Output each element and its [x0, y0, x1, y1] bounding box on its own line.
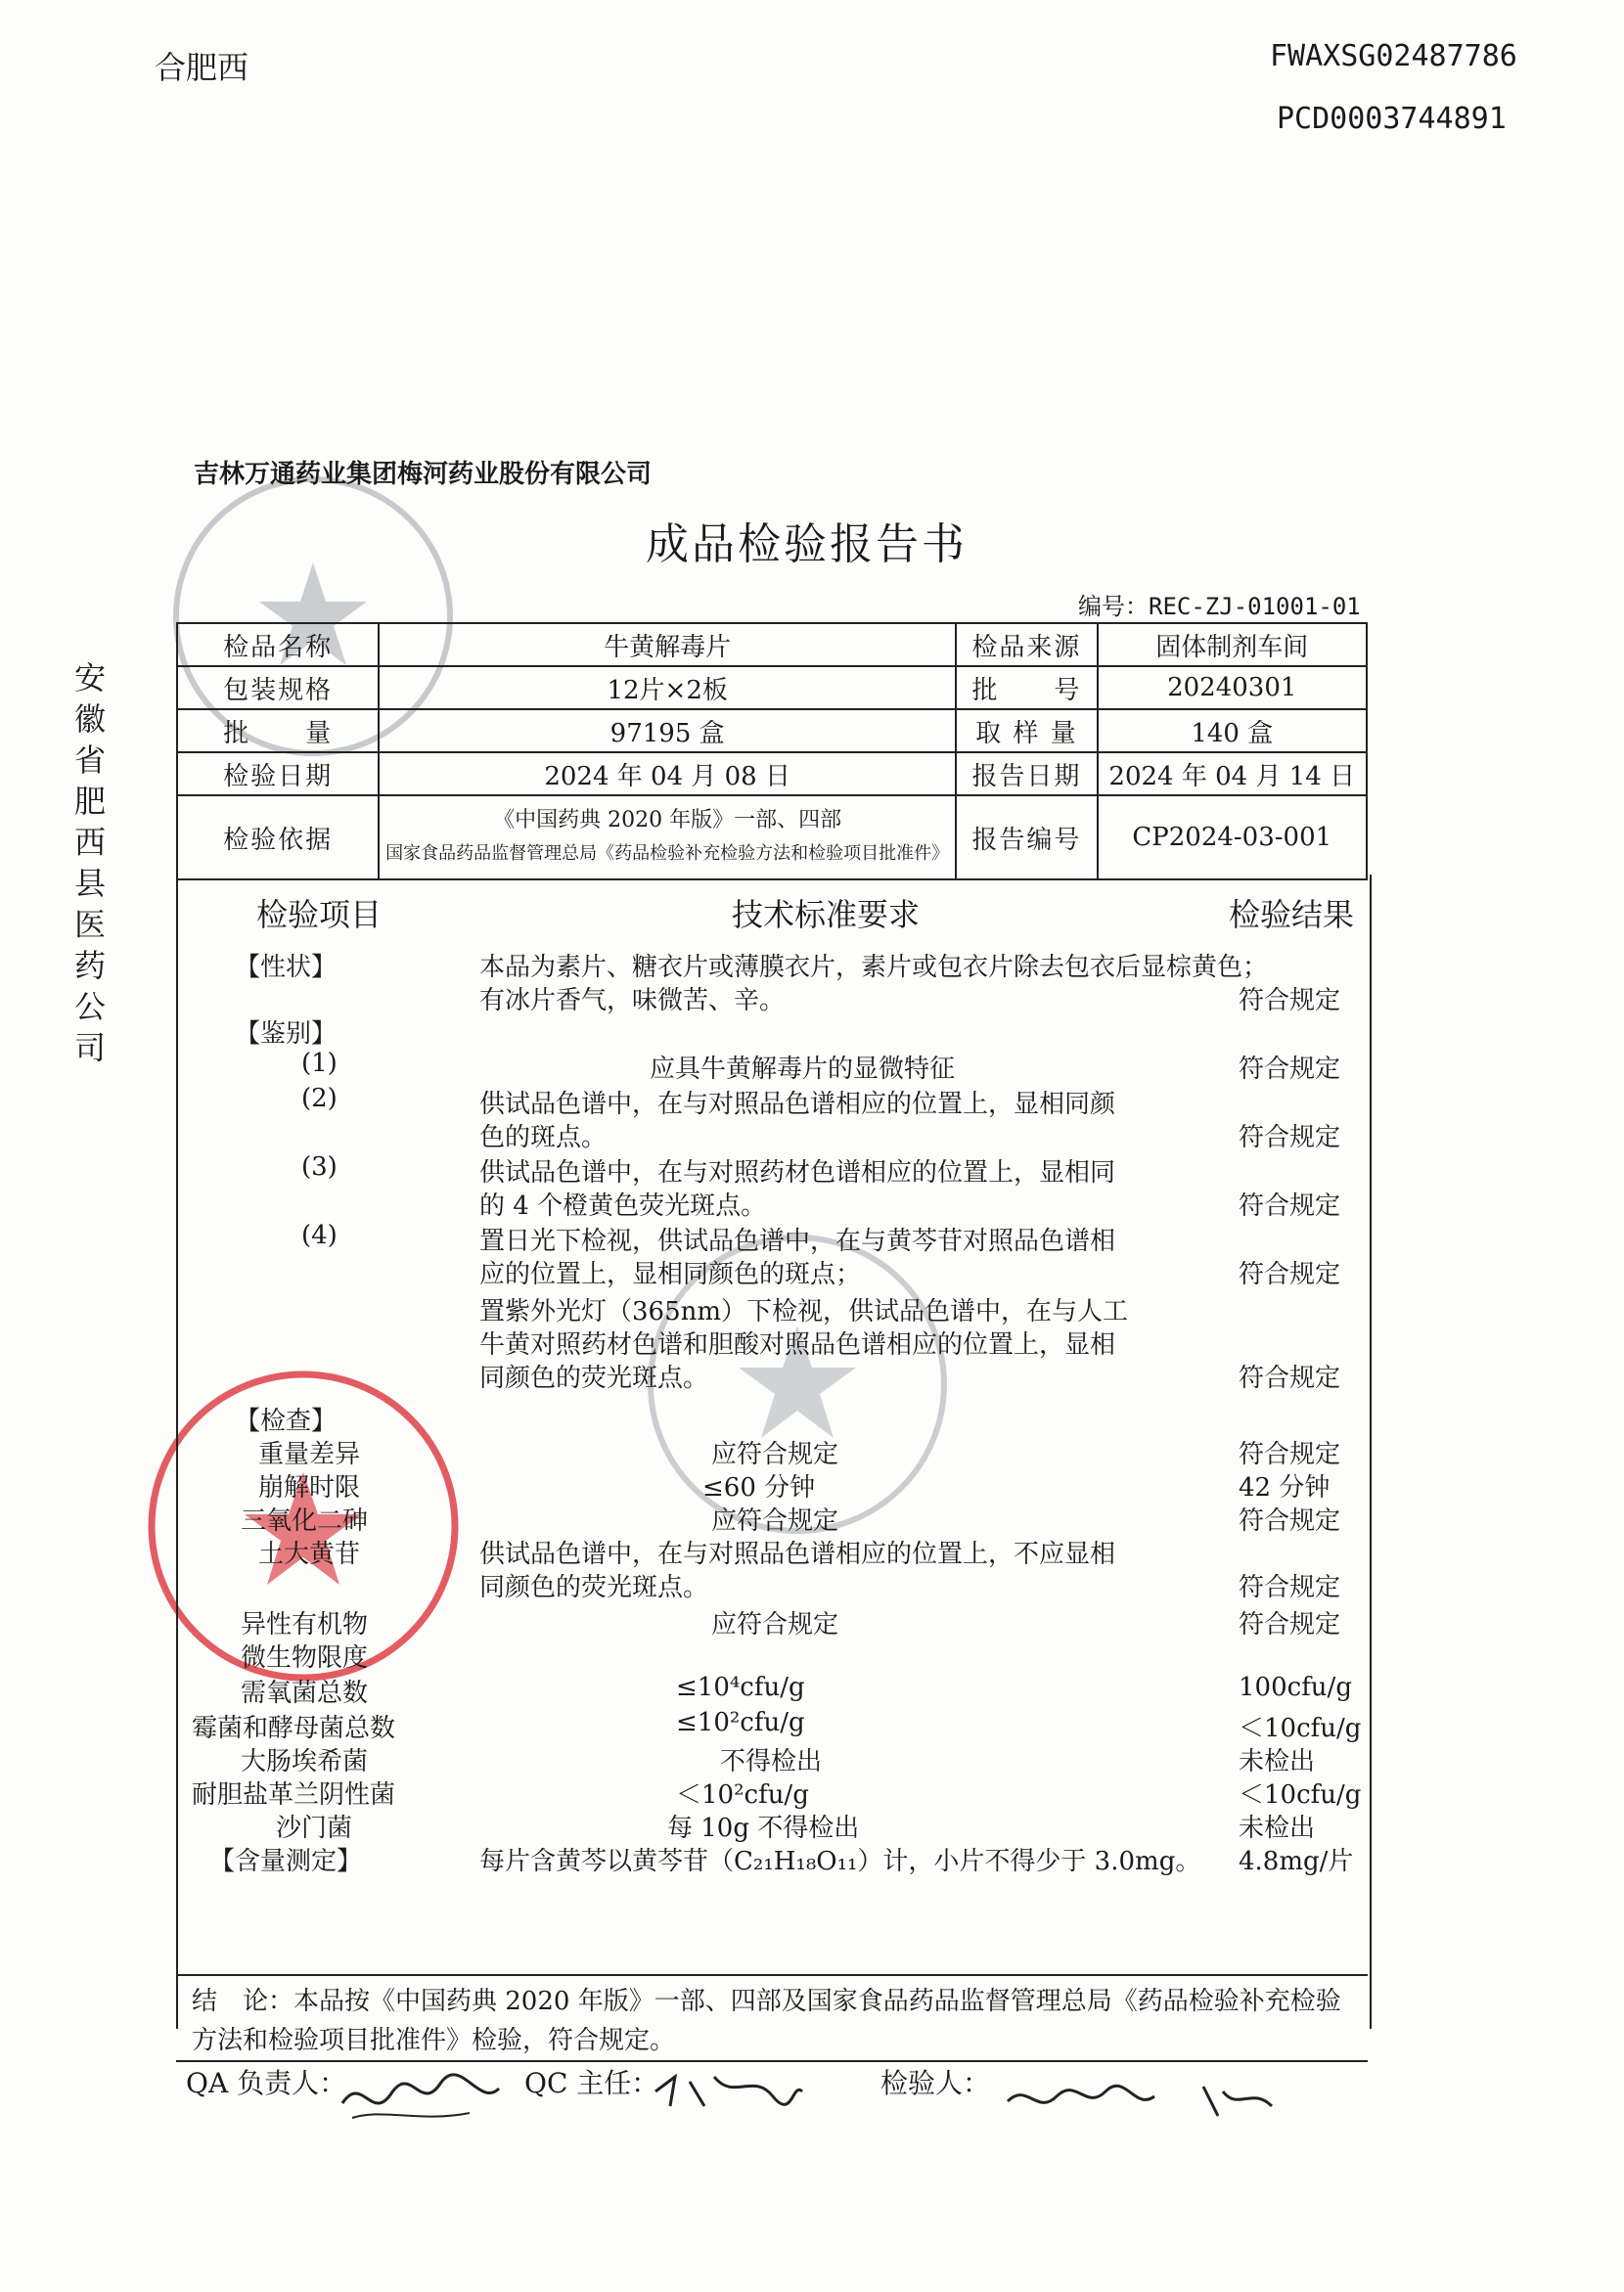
standard-text-line: 不得检出 — [720, 1747, 823, 1776]
result-value: 符合规定 — [1239, 1191, 1341, 1221]
standard-text-line: 有冰片香气，味微苦、辛。 — [479, 986, 786, 1015]
result-item-label: 【鉴别】 — [235, 1019, 338, 1049]
info-value: 2024 年 04 月 08 日 — [379, 752, 956, 795]
result-value: 符合规定 — [1239, 1260, 1341, 1289]
standard-text-line: 色的斑点。 — [479, 1123, 608, 1152]
result-item-label: 【检查】 — [235, 1407, 338, 1436]
info-value — [379, 795, 956, 879]
result-value: 符合规定 — [1239, 1573, 1341, 1602]
inspector-signature-icon — [998, 2072, 1282, 2131]
info-label: 报告日期 — [956, 752, 1097, 795]
qa-label: QA 负责人： — [186, 2067, 347, 2099]
result-item-label: (3) — [301, 1152, 338, 1182]
result-item-label: (2) — [301, 1084, 338, 1113]
result-value: 符合规定 — [1239, 986, 1341, 1015]
basis-line-1: 《中国药典 2020 年版》一部、四部 — [493, 808, 842, 832]
top-left-annotation: 合肥西 — [155, 49, 249, 86]
qc-label: QC 主任： — [524, 2067, 659, 2099]
result-item-label: 耐胆盐革兰阴性菌 — [192, 1780, 396, 1810]
standard-text-line: 供试品色谱中，在与对照药材色谱相应的位置上，显相同 — [479, 1158, 1116, 1188]
info-label: 报告编号 — [956, 795, 1097, 879]
result-item-label: 【含量测定】 — [209, 1847, 363, 1876]
result-item-label: 微生物限度 — [241, 1643, 369, 1673]
info-label: 检品来源 — [956, 623, 1097, 666]
result-value: 100cfu/g — [1239, 1673, 1352, 1702]
result-item-label: 霉菌和酵母菌总数 — [192, 1714, 396, 1743]
document-number: 编号：REC-ZJ-01001-01 — [1078, 593, 1361, 620]
result-item-label: 沙门菌 — [276, 1814, 353, 1843]
standard-text-line: 应符合规定 — [711, 1506, 839, 1536]
standard-text-line: 置日光下检视，供试品色谱中，在与黄芩苷对照品色谱相 — [479, 1227, 1116, 1256]
result-value: 符合规定 — [1239, 1123, 1341, 1152]
result-item-label: 需氧菌总数 — [241, 1679, 369, 1708]
info-value: 97195 盒 — [379, 709, 956, 752]
info-value: 20240301 — [1098, 666, 1367, 709]
info-value: 140 盒 — [1098, 709, 1367, 752]
qa-signature-icon — [333, 2064, 509, 2133]
side-vertical-text: 安徽省肥西县医药公司 — [74, 659, 107, 1066]
info-value: CP2024-03-001 — [1098, 795, 1367, 879]
result-value: 未检出 — [1239, 1747, 1316, 1776]
report-title: 成品检验报告书 — [646, 519, 968, 569]
divider — [176, 1974, 1368, 1976]
info-value: 固体制剂车间 — [1098, 623, 1367, 666]
standard-text-line: 应符合规定 — [711, 1440, 839, 1469]
standard-text-line: 供试品色谱中，在与对照品色谱相应的位置上，不应显相 — [479, 1540, 1116, 1569]
standard-text-line: 应的位置上，显相同颜色的斑点； — [479, 1260, 862, 1289]
result-value: 42 分钟 — [1239, 1473, 1331, 1503]
standard-text-line: ≤60 分钟 — [702, 1473, 816, 1503]
info-label: 批 量 — [177, 709, 379, 752]
result-item-label: 土大黄苷 — [258, 1540, 361, 1569]
result-item-label: 崩解时限 — [258, 1473, 361, 1503]
result-value: 符合规定 — [1239, 1364, 1341, 1393]
standard-text-line: 每片含黄芩以黄芩苷（C₂₁H₁₈O₁₁）计，小片不得少于 3.0mg。 — [479, 1847, 1201, 1876]
result-item-label: 重量差异 — [258, 1440, 361, 1469]
result-value: 符合规定 — [1239, 1506, 1341, 1536]
standard-text-line: 每 10g 不得检出 — [667, 1814, 860, 1843]
standard-text-line: 应具牛黄解毒片的显微特征 — [650, 1055, 956, 1084]
standard-text-line: ＜10²cfu/g — [676, 1780, 809, 1810]
info-label: 取 样 量 — [956, 709, 1097, 752]
standard-text-line: 供试品色谱中，在与对照品色谱相应的位置上，显相同颜 — [479, 1090, 1116, 1119]
conclusion-text: 结 论：本品按《中国药典 2020 年版》一部、四部及国家食品药品监督管理总局《药品检验补充检验方法和检验项目批准件》检验，符合规定。 — [192, 1987, 1341, 2055]
info-row — [177, 666, 1367, 709]
info-value: 12片×2板 — [379, 666, 956, 709]
standard-text-line: 的 4 个橙黄色荧光斑点。 — [479, 1191, 767, 1221]
result-item-label: (4) — [301, 1221, 338, 1250]
standard-text-line: 本品为素片、糖衣片或薄膜衣片，素片或包衣片除去包衣后显棕黄色； — [479, 953, 1269, 982]
standard-text-line: 应符合规定 — [711, 1610, 839, 1640]
result-value: ＜10cfu/g — [1239, 1714, 1362, 1743]
column-header-result: 检验结果 — [1229, 896, 1355, 933]
result-value: 符合规定 — [1239, 1440, 1341, 1469]
qc-signature-icon — [646, 2062, 812, 2121]
basis-line-2: 国家食品药品监督管理总局《药品检验补充检验方法和检验项目批准件》 — [385, 843, 950, 864]
company-name: 吉林万通药业集团梅河药业股份有限公司 — [194, 460, 653, 489]
info-value: 牛黄解毒片 — [379, 623, 956, 666]
info-label: 包装规格 — [177, 666, 379, 709]
standard-text-line: ≤10⁴cfu/g — [676, 1673, 805, 1702]
info-label: 检验依据 — [177, 795, 379, 879]
result-value: 符合规定 — [1239, 1055, 1341, 1084]
inspector-label: 检验人： — [880, 2067, 991, 2099]
result-value: 未检出 — [1239, 1814, 1316, 1843]
info-row — [177, 795, 1367, 879]
report-info-table — [176, 622, 1368, 880]
column-header-standard: 技术标准要求 — [732, 896, 921, 933]
info-label: 检验日期 — [177, 752, 379, 795]
result-item-label: 【性状】 — [235, 953, 338, 982]
info-row — [177, 752, 1367, 795]
standard-text-line: 置紫外光灯（365nm）下检视，供试品色谱中，在与人工 — [479, 1297, 1129, 1326]
tracking-code-2: PCD0003744891 — [1277, 102, 1507, 136]
result-value: 4.8mg/片 — [1239, 1847, 1354, 1876]
standard-text-line: 同颜色的荧光斑点。 — [479, 1573, 709, 1602]
result-item-label: 大肠埃希菌 — [241, 1747, 369, 1776]
standard-text-line: ≤10²cfu/g — [676, 1708, 805, 1737]
info-row — [177, 709, 1367, 752]
column-header-item: 检验项目 — [256, 896, 383, 933]
info-label: 批 号 — [956, 666, 1097, 709]
info-label: 检品名称 — [177, 623, 379, 666]
result-value: ＜10cfu/g — [1239, 1780, 1362, 1810]
standard-text-line: 牛黄对照药材色谱和胆酸对照品色谱相应的位置上，显相 — [479, 1330, 1116, 1360]
info-value: 2024 年 04 月 14 日 — [1098, 752, 1367, 795]
result-item-label: 异性有机物 — [241, 1610, 369, 1640]
standard-text-line: 同颜色的荧光斑点。 — [479, 1364, 709, 1393]
result-item-label: (1) — [301, 1049, 338, 1078]
result-item-label: 三氧化二砷 — [241, 1506, 369, 1536]
info-row — [177, 623, 1367, 666]
tracking-code-1: FWAXSG02487786 — [1270, 39, 1517, 73]
result-value: 符合规定 — [1239, 1610, 1341, 1640]
